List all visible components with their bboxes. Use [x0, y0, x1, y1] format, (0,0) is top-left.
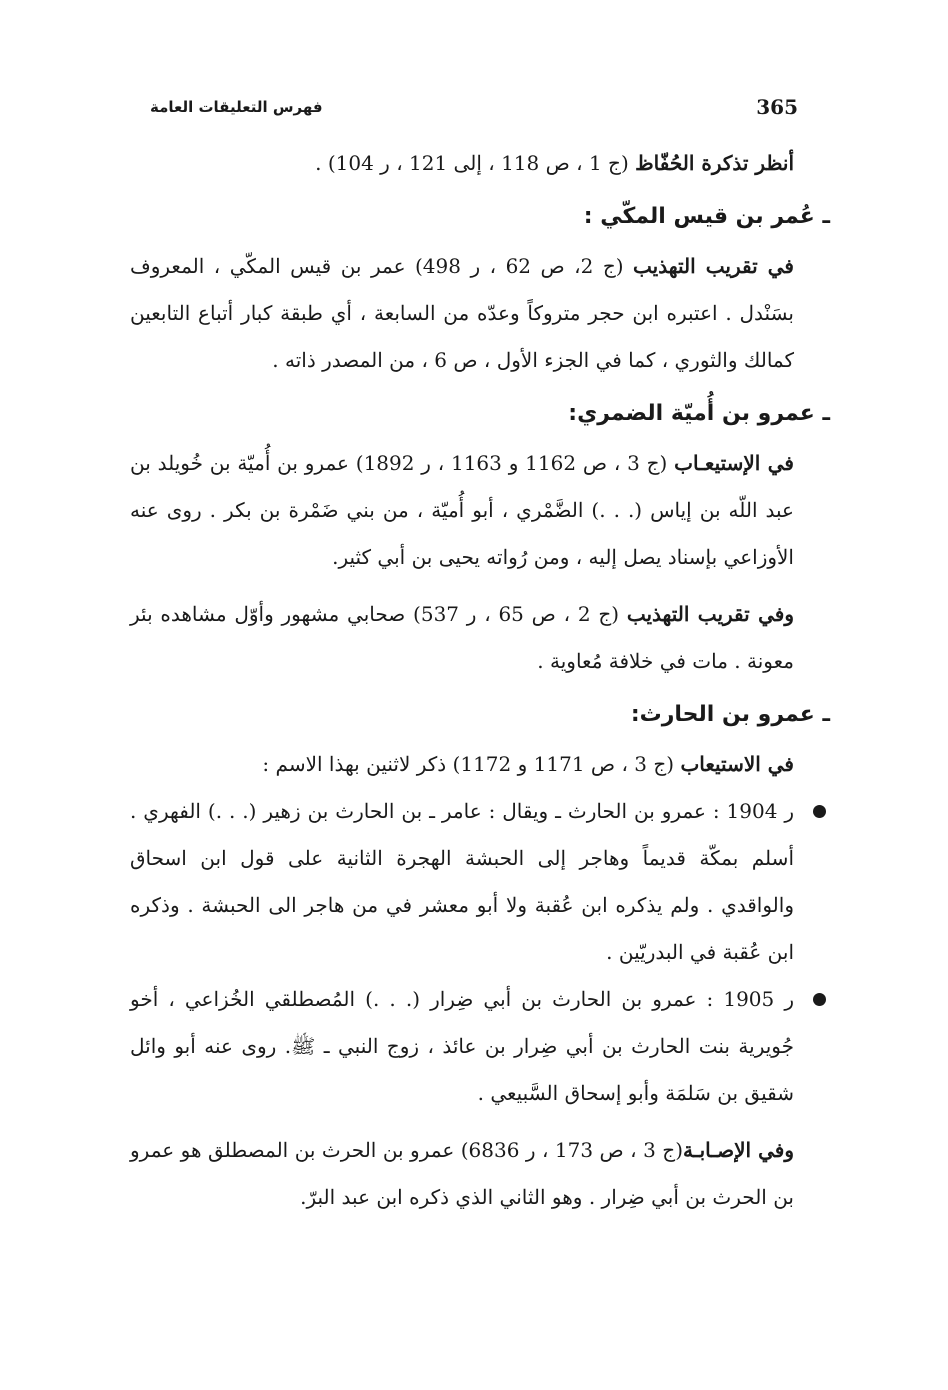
running-title: فهرس التعليقات العامة — [150, 98, 323, 116]
paragraph — [130, 741, 830, 788]
paragraph-text: (ج 3 ، ص 173 ، ر 6836) عمرو بن الحرث بن المصطلق هو عمرو بن الحرث بن أبي ضِرار . وهو الثاني الذي ذكره ابن عبد البرّ. — [130, 1138, 794, 1209]
bullet-icon — [813, 805, 826, 818]
list-item — [130, 976, 830, 1117]
source-title: في تقريب التهذيب — [633, 254, 794, 278]
spacer — [130, 581, 830, 591]
spacer — [130, 1117, 830, 1127]
entry-heading: ـ عمرو بن الحارث: — [630, 702, 830, 727]
paragraph-text: (ج 1 ، ص 118 ، إلى 121 ، ر 104) . — [315, 151, 636, 175]
paragraph — [130, 591, 830, 685]
source-title: في الاستيعاب — [680, 752, 794, 776]
paragraph — [130, 440, 830, 581]
page-number: 365 — [756, 95, 798, 119]
entry-heading: ـ عُمر بن قيس المكّي : — [583, 204, 830, 229]
list-item-text: ر 1904 : عمرو بن الحارث ـ ويقال : عامر ـ بن الحارث بن زهير (. . .) الفهري . أسلم بمكّة قديماً وهاجر إلى الحبشة الهجرة الثانية على قول ابن اسحاق والواقدي . ولم يذكره ابن عُقبة ولا أبو معشر في من هاجر الى الحبشة . وذكره ابن عُقبة في البدريّين . — [130, 799, 795, 964]
list-item — [130, 788, 830, 976]
paragraph-text: (ج 3 ، ص 1162 و 1163 ، ر 1892) عمرو بن أُميّة بن خُويلد بن عبد اللّه بن إياس (. . .) الضَّمْري ، أبو أُميّة ، من بني ضَمْرة بن بكر . روى عنه الأوزاعي بإسناد يصل إليه ، ومن رُواته يحيى بن أبي كثير. — [130, 451, 794, 569]
bullet-list — [130, 788, 830, 1117]
source-title: أنظر تذكرة الحُفّاظ — [635, 151, 794, 175]
paragraph — [130, 140, 830, 187]
list-item-text: ر 1905 : عمرو بن الحارث بن أبي ضِرار (. . .) المُصطلقي الخُزاعي ، أخو جُويرية بنت الحارث بن أبي ضِرار بن عائذ ، زوج النبي ـ ﷺ. روى عنه أبو وائل شقيق بن سَلمَة وأبو إسحاق السَّبيعي . — [130, 987, 794, 1105]
source-title: وفي تقريب التهذيب — [626, 602, 794, 626]
page-header — [150, 92, 798, 122]
entry-heading: ـ عمرو بن أُميّة الضمري: — [568, 401, 830, 426]
page-body — [130, 140, 830, 1221]
paragraph — [130, 1127, 830, 1221]
source-title: وفي الإصـابـة — [683, 1138, 794, 1162]
bullet-icon — [813, 993, 826, 1006]
paragraph-text: (ج 2، ص 62 ، ر 498) عمر بن قيس المكّي ، المعروف بسَنْدل . اعتبره ابن حجر متروكاً وعدّه من السابعة ، أي طبقة كبار أتباع التابعين كمالك والثوري ، كما في الجزء الأول ، ص 6 ، من المصدر ذاته . — [130, 254, 794, 372]
paragraph-text: (ج 2 ، ص 65 ، ر 537) صحابي مشهور وأوّل مشاهده بئر معونة . مات في خلافة مُعاوية . — [130, 602, 794, 673]
paragraph-text: (ج 3 ، ص 1171 و 1172) ذكر لاثنين بهذا الاسم : — [262, 752, 681, 776]
source-title: في الإستيعـاب — [674, 451, 794, 475]
paragraph — [130, 243, 830, 384]
